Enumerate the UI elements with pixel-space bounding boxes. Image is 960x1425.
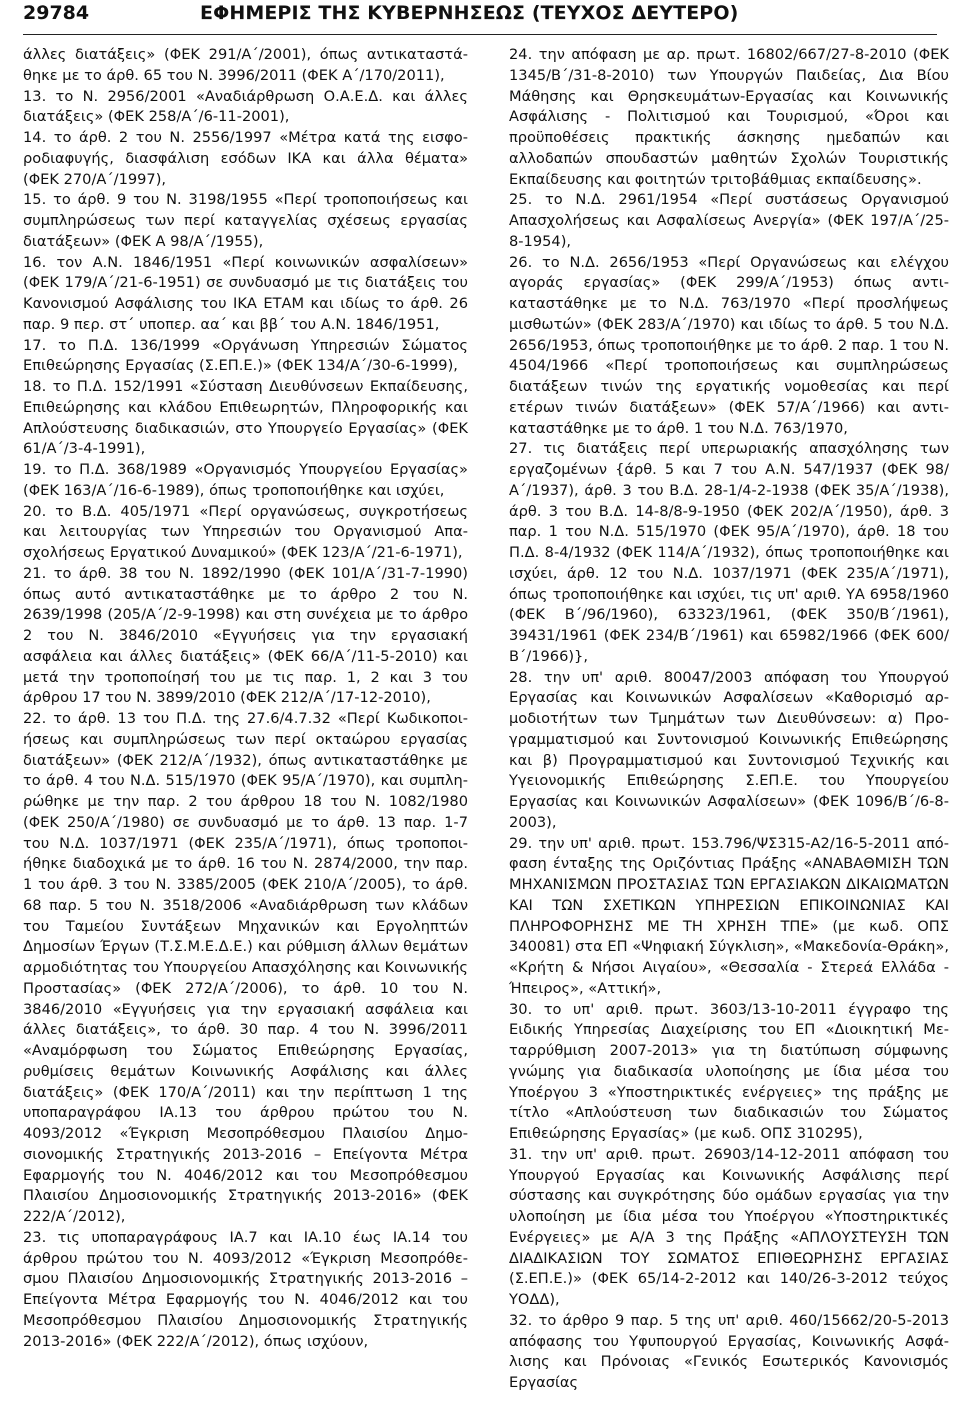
paragraph: άλλες διατάξεις» (ΦΕΚ 291/Α΄/2001), όπως αντικαταστάθηκε με το άρθ. 65 του Ν. 3996/2011 (ΦΕΚ Α΄/170/2011), <box>23 46 468 84</box>
paragraph: 31. την υπ' αριθ. πρωτ. 26903/14-12-2011 απόφαση του Υπουργού Εργασίας και Κοινωνικής Ασφάλισης περί σύστασης και συγκρότησης δύο ομάδων εργασίας για την υλοποίηση με ίδια μέσα του Υποέργου «Υποστηρικτικές Ενέργειες» με Α/Α 3 της Πράξης «ΑΠΛΟΥΣΤΕΥΣΗ ΤΩΝ ΔΙΑΔΙΚΑΣΙΩΝ ΤΟΥ ΣΩΜΑΤΟΣ ΕΠΙΘΕΩΡΗΣΗΣ ΕΡΓΑΣΙΑΣ (Σ.ΕΠ.Ε.)» (ΦΕΚ 65/14-2-2012 και 140/26-3-2012 τεύχος ΥΟΔΔ), <box>509 1145 949 1308</box>
header-rule <box>23 34 937 35</box>
paragraph: 29. την υπ' αριθ. πρωτ. 153.796/ΨΣ315-Α2/16-5-2011 απόφαση ένταξης της Οριζόντιας Πράξης «ΑΝΑΒΑΘΜΙΣΗ ΤΩΝ ΜΗΧΑΝΙΣΜΩΝ ΠΡΟΣΤΑΣΙΑΣ ΤΩΝ ΕΡΓΑΣΙΑΚΩΝ ΔΙΚΑΙΩΜΑΤΩΝ ΚΑΙ ΤΩΝ ΣΧΕΤΙΚΩΝ ΥΠΗΡΕΣΙΩΝ ΕΠΙΚΟΙΝΩΝΙΑΣ ΚΑΙ ΠΛΗΡΟΦΟΡΗΣΗΣ ΜΕ ΤΗ ΧΡΗΣΗ ΤΠΕ» (με κωδ. ΟΠΣ 340081) στα ΕΠ «Ψηφιακή Σύγκλιση», «Μακεδονία-Θράκη», «Κρήτη & Νήσοι Αιγαίου», «Θεσσαλία - Στερεά Ελλάδα - Ήπειρος», «Αττική», <box>509 834 949 997</box>
paragraph: 22. το άρθ. 13 του Π.Δ. της 27.6/4.7.32 «Περί Κωδικοποιήσεως και συμπληρώσεως των περί οκταώρου εργασίας διατάξεων» (ΦΕΚ 212/Α΄/1932), όπως αντικαταστάθηκε με το άρθ. 4 του Ν.Δ. 515/1970 (ΦΕΚ 95/Α΄/1970), και συμπληρώθηκε με την παρ. 2 του άρθρου 18 του Ν. 1082/1980 (ΦΕΚ 250/Α΄/1980) σε συνδυασμό με το άρθ. 13 παρ. 1-7 του Ν.Δ. 1037/1971 (ΦΕΚ 235/Α΄/1971), όπως τροποποιήθηκε διαδοχικά με το άρθ. 16 του Ν. 2874/2000, την παρ. 1 του άρθ. 3 του Ν. 3385/2005 (ΦΕΚ 210/Α΄/2005), το άρθ. 68 παρ. 5 του Ν. 3518/2006 «Αναδιάρθρωση των κλάδων του Ταμείου Συντάξεων Μηχανικών και Εργοληπτών Δημοσίων Έργων (Τ.Σ.Μ.Ε.Δ.Ε.) και ρύθμιση άλλων θεμάτων αρμοδιότητας του Υπουργείου Απασχόλησης και Κοινωνικής Προστασίας» (ΦΕΚ 272/Α΄/2006), το άρθ. 10 του Ν. 3846/2010 «Εγγυήσεις για την εργασιακή ασφάλεια και άλλες διατάξεις», το άρθ. 30 παρ. 4 του Ν. 3996/2011 «Αναμόρφωση του Σώματος Επιθεώρησης Εργασίας, ρυθμίσεις θεμάτων Κοινωνικής Ασφάλισης και άλλες διατάξεις» (ΦΕΚ 170/Α΄/2011) και την περίπτωση 1 της υποπαραγράφου ΙΑ.13 του άρθρου πρώτου του Ν. 4093/2012 «Έγκριση Μεσοπρόθεσμου Πλαισίου Δημοσιονομικής Στρατηγικής 2013-2016 – Επείγοντα Μέτρα Εφαρμογής του Ν. 4046/2012 και του Μεσοπρόθεσμου Πλαισίου Δημοσιονομικής Στρατηγικής 2013-2016» (ΦΕΚ 222/Α΄/2012), <box>23 710 468 1225</box>
gazette-title: ΕΦΗΜΕΡΙΣ ΤΗΣ ΚΥΒΕΡΝΗΣΕΩΣ (ΤΕΥΧΟΣ ΔΕΥΤΕΡΟ) <box>200 2 739 24</box>
paragraph: 30. το υπ' αριθ. πρωτ. 3603/13-10-2011 έγγραφο της Ειδικής Υπηρεσίας Διαχείρισης του ΕΠ «Διοικητική Μεταρρύθμιση 2007-2013» για τη διατύπωση σύμφωνης γνώμης για διαδικασία υλοποίησης με ίδια μέσα του Υποέργου 3 «Υποστηρικτικές ενέργειες» της πράξης με τίτλο «Απλούστευση των διαδικασιών του Σώματος Επιθεώρησης Εργασίας» (με κωδ. ΟΠΣ 310295), <box>509 1000 949 1142</box>
paragraph: 32. το άρθρο 9 παρ. 5 της υπ' αριθ. 460/15662/20-5-2013 απόφασης του Υφυπουργού Εργασίας, Κοινωνικής Ασφάλισης και Πρόνοιας «Γενικός Εσωτερικός Κανονισμός Εργασίας <box>509 1311 949 1391</box>
page-header <box>0 0 960 36</box>
paragraph: 20. το Β.Δ. 405/1971 «Περί οργανώσεως, συγκροτήσεως και λειτουργίας των Υπηρεσιών του Οργανισμού Απασχολήσεως Εργατικού Δυναμικού» (ΦΕΚ 123/Α΄/21-6-1971), <box>23 502 468 561</box>
paragraph: 21. το άρθ. 38 του Ν. 1892/1990 (ΦΕΚ 101/Α΄/31-7-1990) όπως αυτό αντικαταστάθηκε με το άρθρο 2 του Ν. 2639/1998 (205/Α΄/2-9-1998) και στη συνέχεια με το άρθρο 2 του Ν. 3846/2010 «Εγγυήσεις για την εργασιακή ασφάλεια και άλλες διατάξεις» (ΦΕΚ 66/Α΄/11-5-2010) και μετά την τροποποίησή του με τις παρ. 1, 2 και 3 του άρθρου 17 του Ν. 3899/2010 (ΦΕΚ 212/Α΄/17-12-2010), <box>23 564 468 707</box>
paragraph: 16. τον Α.Ν. 1846/1951 «Περί κοινωνικών ασφαλίσεων» (ΦΕΚ 179/Α΄/21-6-1951) σε συνδυασμό με τις διατάξεις του Κανονισμού Ασφάλισης του ΙΚΑ ΕΤΑΜ και ιδίως το άρθ. 26 παρ. 9 περ. στ΄ υποπερ. αα΄ και ββ΄ του Α.Ν. 1846/1951, <box>23 253 468 333</box>
paragraph: 23. τις υποπαραγράφους ΙΑ.7 και ΙΑ.10 έως ΙΑ.14 του άρθρου πρώτου του Ν. 4093/2012 «Έγκριση Μεσοπρόθεσμου Πλαισίου Δημοσιονομικής Στρατηγικής 2013-2016 – Επείγοντα Μέτρα Εφαρμογής του Ν. 4046/2012 και του Μεσοπρόθεσμου Πλαισίου Δημοσιονομικής Στρατηγικής 2013-2016» (ΦΕΚ 222/Α΄/2012), όπως ισχύουν, <box>23 1228 468 1350</box>
paragraph: 26. το Ν.Δ. 2656/1953 «Περί Οργανώσεως και ελέγχου αγοράς εργασίας» (ΦΕΚ 299/Α΄/1953) όπως αντικαταστάθηκε με το Ν.Δ. 763/1970 «Περί προσλήψεως μισθωτών» (ΦΕΚ 283/Α΄/1970) και ιδίως το άρθ. 5 του Ν.Δ. 2656/1953, όπως τροποποιήθηκε με το άρθ. 2 παρ. 1 του Ν. 4504/1966 «Περί τροποποιήσεως και συμπληρώσεως διατάξεων τινών της εργατικής νομοθεσίας και περί ετέρων τινών διατάξεων» (ΦΕΚ 57/Α΄/1966) και αντικαταστάθηκε με το άρθ. 1 του Ν.Δ. 763/1970, <box>509 253 949 437</box>
left-column <box>23 45 468 1352</box>
paragraph: 24. την απόφαση με αρ. πρωτ. 16802/667/27-8-2010 (ΦΕΚ 1345/Β΄/31-8-2010) των Υπουργών Παιδείας, Δια Βίου Μάθησης και Θρησκευμάτων-Εργασίας και Κοινωνικής Ασφάλισης - Πολιτισμού και Τουρισμού, «Όροι και προϋποθέσεις πρακτικής άσκησης ημεδαπών και αλλοδαπών σπουδαστών μαθητών Σχολών Τουριστικής Εκπαίδευσης και φοιτητών τριτοβάθμιας εκπαίδευσης». <box>509 46 949 188</box>
paragraph: 13. το Ν. 2956/2001 «Αναδιάρθρωση Ο.Α.Ε.Δ. και άλλες διατάξεις» (ΦΕΚ 258/Α΄/6-11-2001), <box>23 87 468 126</box>
page-number: 29784 <box>23 2 90 24</box>
paragraph: 17. το Π.Δ. 136/1999 «Οργάνωση Υπηρεσιών Σώματος Επιθεώρησης Εργασίας (Σ.ΕΠ.Ε.)» (ΦΕΚ 134/Α΄/30-6-1999), <box>23 336 468 375</box>
paragraph: 25. το Ν.Δ. 2961/1954 «Περί συστάσεως Οργανισμού Απασχολήσεως και Ασφαλίσεως Ανεργία» (ΦΕΚ 197/Α΄/25-8-1954), <box>509 191 949 250</box>
paragraph: 15. το άρθ. 9 του Ν. 3198/1955 «Περί τροποποιήσεως και συμπληρώσεως των περί καταγγελίας σχέσεως εργασίας διατάξεων» (ΦΕΚ Α 98/Α΄/1955), <box>23 191 468 250</box>
paragraph: 14. το άρθ. 2 του Ν. 2556/1997 «Μέτρα κατά της εισφοροδιαφυγής, διασφάλιση εσόδων ΙΚΑ και άλλα θέματα» (ΦΕΚ 270/Α΄/1997), <box>23 129 468 188</box>
paragraph: 28. την υπ' αριθ. 80047/2003 απόφαση του Υπουργού Εργασίας και Κοινωνικών Ασφαλίσεων «Καθορισμό αρμοδιοτήτων των Τμημάτων των Διευθύνσεων: α) Προγραμματισμού και Συντονισμού Κοινωνικής Επιθεώρησης και β) Προγραμματισμού και Συντονισμού Τεχνικής και Υγειονομικής Επιθεώρησης Σ.ΕΠ.Ε. του Υπουργείου Εργασίας και Κοινωνικών Ασφαλίσεων» (ΦΕΚ 1096/Β΄/6-8-2003), <box>509 668 949 831</box>
paragraph: 19. το Π.Δ. 368/1989 «Οργανισμός Υπουργείου Εργασίας» (ΦΕΚ 163/Α΄/16-6-1989), όπως τροποποιήθηκε και ισχύει, <box>23 461 468 499</box>
paragraph: 27. τις διατάξεις περί υπερωριακής απασχόλησης των εργαζομένων {άρθ. 5 και 7 του Α.Ν. 547/1937 (ΦΕΚ 98/Α΄/1937), άρθ. 3 του Β.Δ. 28-1/4-2-1938 (ΦΕΚ 35/Α΄/1938), άρθ. 3 του Β.Δ. 14-8/8-9-1950 (ΦΕΚ 202/Α΄/1950), άρθ. 3 παρ. 1 του Ν.Δ. 515/1970 (ΦΕΚ 95/Α΄/1970), άρθ. 18 του Π.Δ. 8-4/1932 (ΦΕΚ 114/Α΄/1932), όπως τροποποιήθηκε και ισχύει, άρθ. 12 του Ν.Δ. 1037/1971 (ΦΕΚ 235/Α΄/1971), όπως τροποποιήθηκε και ισχύει, τις υπ' αριθ. ΥΑ 6958/1960 (ΦΕΚ Β΄/96/1960), 63323/1961, (ΦΕΚ 350/Β΄/1961), 39431/1961 (ΦΕΚ 234/Β΄/1961) και 65982/1966 (ΦΕΚ 600/Β΄/1966)}, <box>509 440 949 665</box>
paragraph: 18. το Π.Δ. 152/1991 «Σύσταση Διευθύνσεων Εκπαίδευσης, Επιθεώρησης και κλάδου Επιθεωρητών, Πληροφορικής και Απλούστευσης διαδικασιών, στο Υπουργείο Εργασίας» (ΦΕΚ 61/Α΄/3-4-1991), <box>23 378 468 458</box>
right-column <box>509 45 949 1394</box>
